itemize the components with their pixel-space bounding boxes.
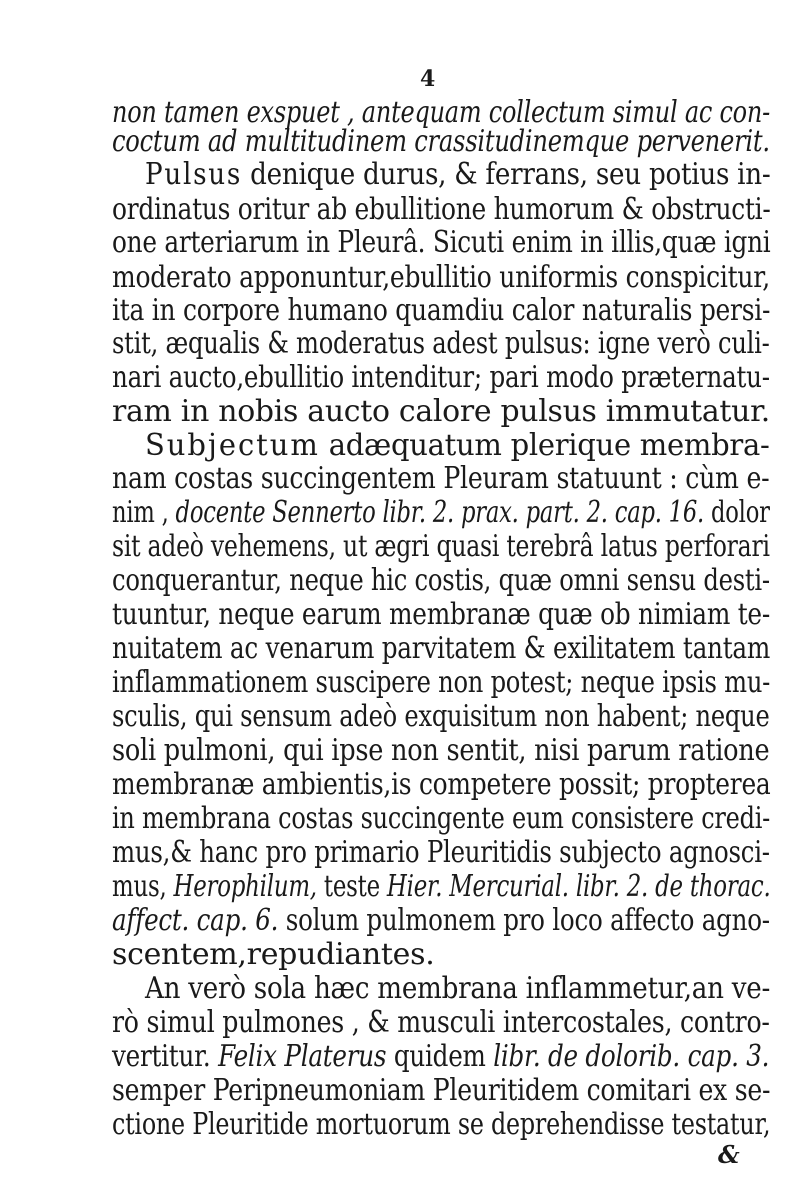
text-run: adæquatum plerique membra- <box>319 428 770 463</box>
text-run: conquerantur, neque hic costis, quæ omni sensu desti- <box>112 563 770 598</box>
text-line <box>112 1005 770 1040</box>
text-line <box>112 835 770 870</box>
italic-run: coctum ad multitudinem crassitudinemque pervenerit. <box>112 124 770 159</box>
text-run: teste <box>316 869 387 904</box>
spaced-run: Subjectum <box>145 428 320 463</box>
text-run: nuitatem ac venarum parvitatem & exilitatem tantam <box>112 631 771 666</box>
text-line <box>112 394 771 429</box>
text-run: rò simul pulmones , & musculi intercostales, contro- <box>112 1005 770 1040</box>
italic-run: Hier. Mercurial. libr. 2. de thorac. <box>386 869 771 904</box>
text-line <box>112 225 771 260</box>
text-run: solum pulmonem pro loco affecto agno- <box>278 903 770 938</box>
text-line <box>112 869 771 904</box>
text-line <box>112 801 771 836</box>
page-number: 4 <box>420 66 436 92</box>
text-line <box>112 461 770 496</box>
text-line <box>112 733 770 768</box>
text-line <box>112 260 770 295</box>
text-line <box>112 360 770 395</box>
text-run: mus, <box>112 869 174 904</box>
text-run: in membrana costas succingente eum consistere credi- <box>112 801 771 836</box>
italic-run: non tamen exspuet , antequam collectum simul ac con- <box>112 95 770 130</box>
text-run: nari aucto,ebullitio intenditur; pari modo præternatu- <box>112 360 770 395</box>
catchword: & <box>718 1140 740 1169</box>
text-line <box>145 971 771 1006</box>
text-run: soli pulmoni, qui ipse non sentit, nisi parum ratione <box>112 733 770 768</box>
text-line <box>112 1039 770 1074</box>
text-line <box>112 699 770 734</box>
text-line <box>112 665 771 700</box>
text-run: nim , <box>112 495 176 530</box>
text-line <box>112 529 770 564</box>
italic-run: libr. de dolorib. cap. 3. <box>493 1039 770 1074</box>
text-run: moderato apponuntur,ebullitio uniformis conspicitur, <box>112 260 770 295</box>
text-line <box>112 937 435 972</box>
text-line <box>112 326 770 361</box>
text-run: mus,& hanc pro primario Pleuritidis subjecto agnosci- <box>112 835 770 870</box>
text-line <box>112 597 770 632</box>
text-run: stit, æqualis & moderatus adest pulsus: igne verò culi- <box>112 326 770 361</box>
text-run: ram in nobis aucto calore pulsus immutatur. <box>112 394 771 429</box>
text-run: ita in corpore humano quamdiu calor naturalis persi- <box>112 293 771 328</box>
text-run: sit adeò vehemens, ut ægri quasi terebrâ latus perforari <box>112 529 770 564</box>
italic-run: docente Sennerto libr. 2. prax. part. 2. cap. 16. <box>175 495 705 530</box>
text-line <box>112 124 770 159</box>
text-line <box>112 192 771 227</box>
italic-run: affect. cap. 6. <box>112 903 279 938</box>
text-line <box>145 157 771 192</box>
text-line <box>112 631 771 666</box>
spaced-run: Pulsus <box>145 157 243 192</box>
text-run: ctione Pleuritide mortuorum se deprehendisse testatur, <box>112 1107 771 1142</box>
text-run: nam costas succingentem Pleuram statuunt : cùm e- <box>112 461 770 496</box>
text-line <box>112 563 770 598</box>
text-line <box>112 767 771 802</box>
text-run: An verò sola hæc membrana inflammetur,an ve- <box>145 971 771 1006</box>
text-run: scentem,repudiantes. <box>112 937 435 972</box>
text-run: one arteriarum in Pleurâ. Sicuti enim in illis,quæ igni <box>112 225 771 260</box>
text-run: dolor <box>704 495 770 530</box>
text-run: ordinatus oritur ab ebullitione humorum & obstructi- <box>112 192 771 227</box>
text-run: sculis, qui sensum adeò exquisitum non habent; neque <box>112 699 770 734</box>
text-line <box>112 1107 771 1142</box>
text-line <box>112 293 771 328</box>
text-line <box>112 903 770 938</box>
text-run: quidem <box>386 1039 494 1074</box>
text-run: membranæ ambientis,is competere possit; propterea <box>112 767 771 802</box>
text-line <box>145 428 770 463</box>
text-run: inflammationem suscipere non potest; neque ipsis mu- <box>112 665 771 700</box>
italic-run: Herophilum, <box>173 869 317 904</box>
text-run: vertitur. <box>112 1039 219 1074</box>
text-run: semper Peripneumoniam Pleuritidem comitari ex se- <box>112 1073 771 1108</box>
text-line <box>112 495 770 530</box>
text-line <box>112 1073 771 1108</box>
italic-run: Felix Platerus <box>218 1039 387 1074</box>
text-run: tuuntur, neque earum membranæ quæ ob nimiam te- <box>112 597 770 632</box>
text-run: denique durus, & ferrans, seu potius in- <box>242 157 771 192</box>
